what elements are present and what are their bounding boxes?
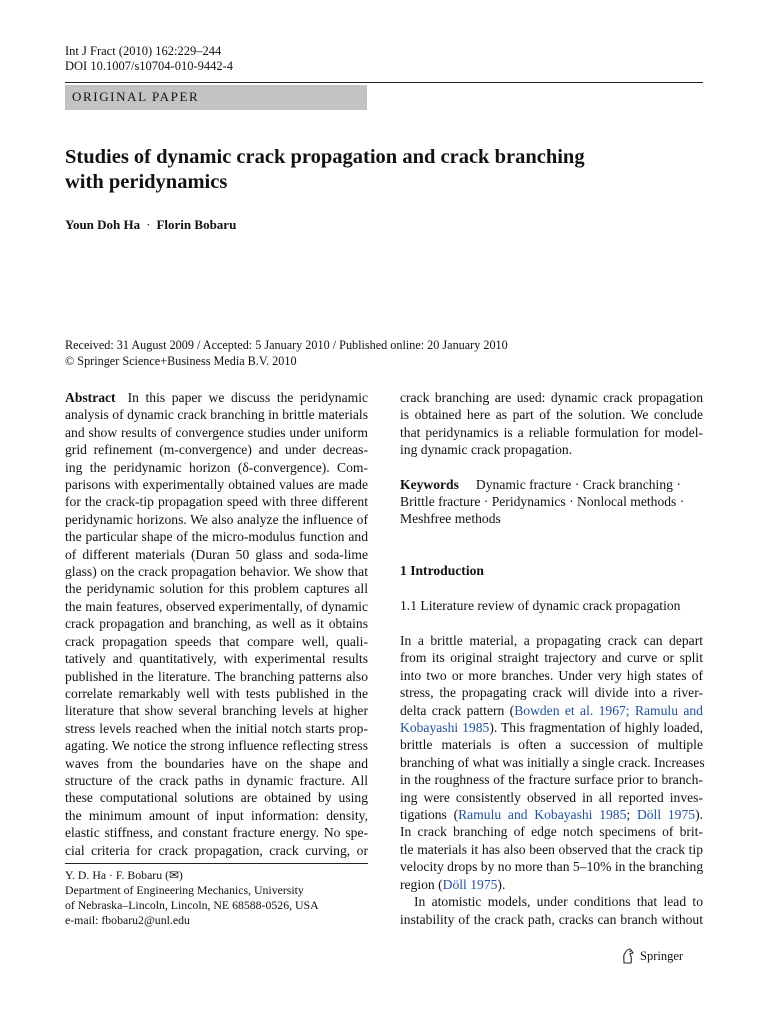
abstract-line xyxy=(65,389,368,406)
abstract-line: structure of the crack paths in dynamic fracture. All xyxy=(65,772,368,788)
citation-link[interactable]: Ramulu and Kobayashi 1985 xyxy=(458,807,627,823)
body-line: tle materials it has also been observed that the crack tip xyxy=(400,841,703,857)
body-text: ). xyxy=(497,876,506,892)
abstract-line: crack propagation speeds that compare well, quali- xyxy=(65,633,368,649)
abstract-line: published in the literature. The branching patterns also xyxy=(65,668,368,684)
body-line xyxy=(400,876,703,893)
header-rule xyxy=(65,82,703,83)
abstract-line: and show results of convergence studies under uniform xyxy=(65,424,368,440)
paper-type-label: ORIGINAL PAPER xyxy=(72,89,200,104)
abstract-line: the main features, observed experimentally, of dynamic xyxy=(65,598,368,614)
paper-title xyxy=(65,145,705,195)
keywords-line xyxy=(400,476,703,493)
body-line xyxy=(400,702,703,719)
abstract-continuation xyxy=(400,389,703,528)
abstract-line: ing dynamic crack propagation. xyxy=(400,442,573,458)
abstract-line: analysis of dynamic crack branching in brittle materials xyxy=(65,407,368,423)
body-line: brittle materials is often a succession of multiple xyxy=(400,737,703,753)
body-line: In crack branching of edge notch specimens of brit- xyxy=(400,824,703,840)
publisher-name: Springer xyxy=(640,948,684,963)
author-affiliation xyxy=(65,868,319,928)
body-line: into two or more branches. Under very high states of xyxy=(400,667,703,683)
abstract-line: for the crack-tip propagation speed with three different xyxy=(65,494,368,510)
affiliation-names: Y. D. Ha · F. Bobaru (✉) xyxy=(65,868,183,882)
publication-dates xyxy=(65,337,508,369)
abstract-line: glass) on the crack propagation behavior. We show that xyxy=(65,564,368,580)
body-line: In a brittle material, a propagating crack can depart xyxy=(400,633,703,648)
citation-link[interactable]: Bowden et al. 1967; Ramulu and xyxy=(514,702,703,718)
abstract-line: is obtained here as part of the solution. We conclude xyxy=(400,407,703,423)
author-2: Florin Bobaru xyxy=(156,217,237,232)
abstract-line: elastic stiffness, and constant fracture energy. No spe- xyxy=(65,825,368,841)
abstract-line: of different materials (Duran 50 glass and soda-lime xyxy=(65,546,368,562)
title-line-2: with peridynamics xyxy=(65,171,228,193)
author-separator: · xyxy=(146,217,151,232)
abstract-line: crack propagation and branching, as well as it obtains xyxy=(65,616,368,632)
keywords-label: Keywords xyxy=(400,476,459,492)
body-line: velocity drops by no more than 5–10% in the branching xyxy=(400,859,704,875)
affiliation-university: of Nebraska–Lincoln, Lincoln, NE 68588-0526, USA xyxy=(65,898,319,912)
abstract-line: grid refinement (m-convergence) and under decreas- xyxy=(65,442,368,458)
abstract xyxy=(65,389,368,859)
doi: DOI 10.1007/s10704-010-9442-4 xyxy=(65,59,234,73)
body-line: in the roughness of the fracture surface prior to branch- xyxy=(400,772,703,788)
abstract-line: the minimum amount of input information: density, xyxy=(65,807,368,823)
journal-citation: Int J Fract (2010) 162:229–244 xyxy=(65,44,222,58)
copyright-line: © Springer Science+Business Media B.V. 2010 xyxy=(65,354,297,368)
body-line: stress, the propagating crack will divide into a river- xyxy=(400,685,703,701)
body-line: instability of the crack path, cracks can branch without xyxy=(400,911,703,927)
abstract-label: Abstract xyxy=(65,390,116,405)
author-1: Youn Doh Ha xyxy=(65,217,141,232)
abstract-line: the particular shape of the micro-modulus function and xyxy=(65,529,368,545)
body-text: tigations ( xyxy=(400,807,459,823)
abstract-line: cial criteria for crack propagation, crack curving, or xyxy=(65,842,368,858)
abstract-line: the peridynamic solution for this problem captures all xyxy=(65,581,368,597)
abstract-line: tatively and quantitatively, with experimental results xyxy=(65,651,368,667)
abstract-line: stress levels reached when the initial notch starts prop- xyxy=(65,720,368,736)
section-heading: 1 Introduction xyxy=(400,563,484,578)
keywords-text: Dynamic fracture · Crack branching · xyxy=(475,476,681,492)
introduction-body xyxy=(400,632,703,928)
dates-line: Received: 31 August 2009 / Accepted: 5 January 2010 / Published online: 20 January 2010 xyxy=(65,338,508,352)
abstract-line: peridynamic horizons. We also analyze the influence of xyxy=(65,511,368,527)
body-line xyxy=(400,806,703,823)
body-text: delta crack pattern ( xyxy=(400,702,515,718)
title-line-1: Studies of dynamic crack propagation and crack branching xyxy=(65,146,585,168)
body-text: ; xyxy=(626,807,637,823)
body-line: ing were consistently observed in all reported inves- xyxy=(400,789,703,805)
citation-link[interactable]: Kobayashi 1985 xyxy=(400,720,490,736)
paper-type-banner xyxy=(65,85,367,110)
journal-header xyxy=(65,44,233,74)
footnote-rule xyxy=(65,863,368,864)
subsection-heading: 1.1 Literature review of dynamic crack propagation xyxy=(400,598,681,613)
body-line: branching of what was initially a single crack. Increases xyxy=(400,754,705,770)
abstract-line: crack branching are used: dynamic crack propagation xyxy=(400,390,703,405)
keywords-line: Meshfree methods xyxy=(400,511,501,527)
citation-link[interactable]: Döll 1975 xyxy=(636,807,696,823)
author-list xyxy=(65,217,236,233)
body-line: In atomistic models, under conditions that lead to xyxy=(414,894,703,910)
citation-link[interactable]: Döll 1975 xyxy=(442,876,498,892)
abstract-text: In this paper we discuss the peridynamic xyxy=(127,390,368,405)
affiliation-email[interactable]: e-mail: fbobaru2@unl.edu xyxy=(65,913,190,927)
body-line xyxy=(400,719,703,736)
abstract-line: ing the peridynamic horizon (δ-convergence). Com- xyxy=(65,459,368,475)
springer-horse-icon xyxy=(621,948,635,964)
body-text: ). This fragmentation of highly loaded, xyxy=(489,720,703,736)
abstract-line: these computational solutions are obtained by using xyxy=(65,790,368,806)
body-text: ). xyxy=(695,807,703,823)
keywords-line: Brittle fracture · Peridynamics · Nonlocal methods · xyxy=(400,494,685,510)
abstract-line: agating. We notice the strong influence reflecting stress xyxy=(65,738,368,754)
publisher-mark xyxy=(621,948,683,964)
abstract-line: waves from the boundaries have on the shape and xyxy=(65,755,368,771)
abstract-line: parisons with experimentally obtained values are made xyxy=(65,477,368,493)
body-text: region ( xyxy=(400,876,443,892)
abstract-line: correlate remarkably well with tests published in the xyxy=(65,685,368,701)
affiliation-dept: Department of Engineering Mechanics, University xyxy=(65,883,304,897)
body-line: from its original straight trajectory and curve or split xyxy=(400,650,703,666)
abstract-line: literature that show several branching levels at higher xyxy=(65,703,368,719)
abstract-line: that peridynamics is a reliable formulation for model- xyxy=(400,424,703,440)
